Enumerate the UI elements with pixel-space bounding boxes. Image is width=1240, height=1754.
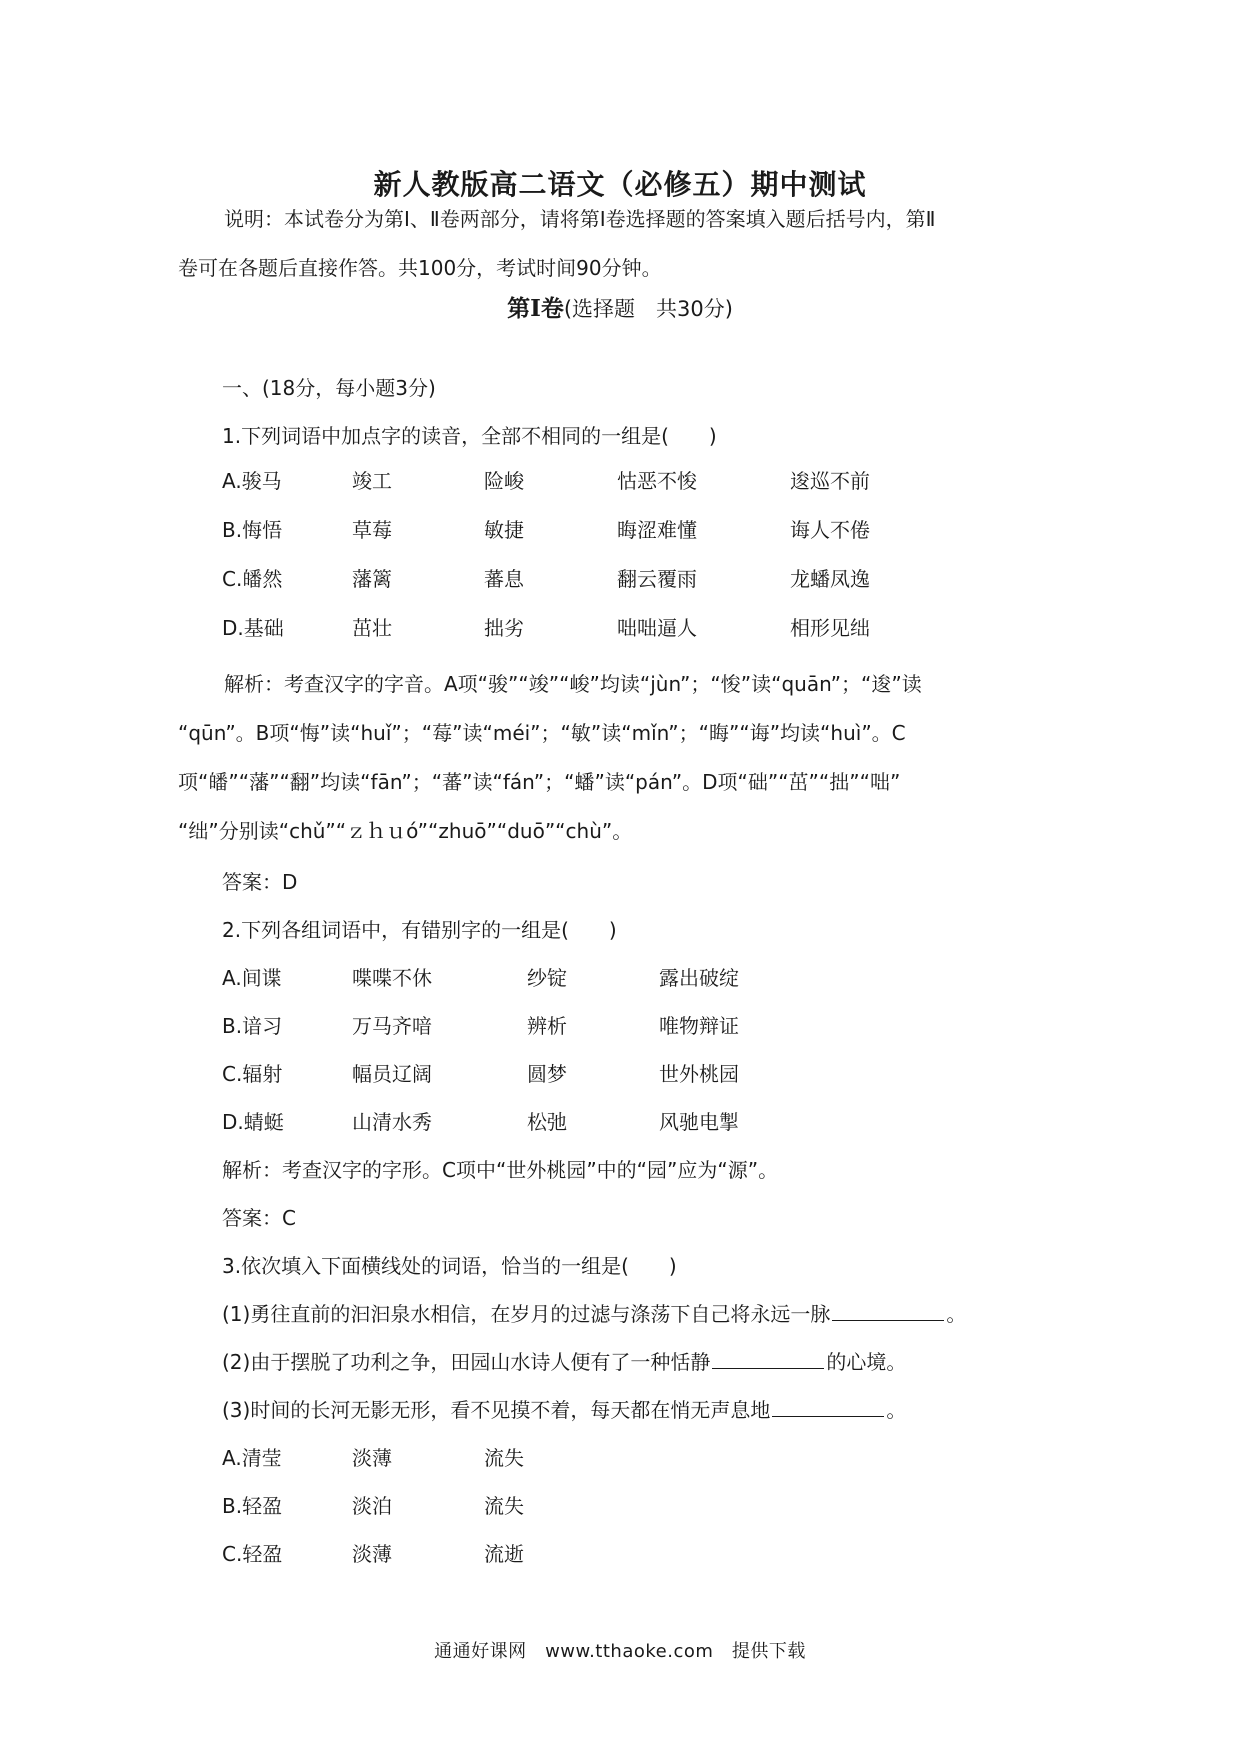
q1-b-word-5: 诲人不倦 (790, 518, 870, 542)
q3-s3-text: (3)时间的长河无影无形，看不见摸不着，每天都在悄无声息地 (222, 1398, 771, 1422)
q1-analysis-line-1: 解析：考查汉字的字音。A项“骏”“竣”“峻”均读“jùn”；“悛”读“quān”；“逡”读 (224, 672, 922, 696)
q3-s3-end: 。 (886, 1398, 907, 1422)
q2-d-word-1: D.蜻蜓 (222, 1110, 284, 1134)
q1-b-word-2: 草莓 (352, 518, 392, 542)
q3-s2-end: 的心境。 (826, 1350, 907, 1374)
q1-analysis-line-2: “qūn”。B项“悔”读“huǐ”；“莓”读“méi”；“敏”读“mǐn”；“晦”“诲”均读“huì”。C (178, 721, 906, 745)
q3-s2-blank[interactable] (712, 1348, 824, 1369)
instructions-line-2: 卷可在各题后直接作答。共100分，考试时间90分钟。 (178, 256, 662, 280)
question-1-stem: 1.下列词语中加点字的读音，全部不相同的一组是( ) (222, 424, 717, 448)
q3-s1-end: 。 (946, 1302, 967, 1326)
q1-c-word-1: C.皤然 (222, 567, 283, 591)
q2-a-word-2: 喋喋不休 (352, 966, 432, 990)
q3-a-word-2: 淡薄 (352, 1446, 392, 1470)
instructions (178, 195, 1068, 293)
q1-d-word-4: 咄咄逼人 (617, 616, 697, 640)
q1-d-word-1: D.基础 (222, 616, 284, 640)
section-heading (0, 290, 1240, 323)
q2-c-word-2: 幅员辽阔 (352, 1062, 432, 1086)
q2-c-word-4: 世外桃园 (659, 1062, 739, 1086)
section-title: 第Ⅰ卷 (507, 295, 564, 322)
q2-a-word-3: 纱锭 (527, 966, 567, 990)
q1-c-word-3: 蕃息 (484, 567, 524, 591)
q1-b-word-3: 敏捷 (484, 518, 524, 542)
q3-s1-blank[interactable] (832, 1300, 944, 1321)
q3-s2-text: (2)由于摆脱了功利之争，田园山水诗人便有了一种恬静 (222, 1350, 711, 1374)
q2-d-word-2: 山清水秀 (352, 1110, 432, 1134)
q1-a-word-5: 逡巡不前 (790, 469, 870, 493)
q1-a-word-1: A.骏马 (222, 469, 282, 493)
q3-c-word-3: 流逝 (484, 1542, 524, 1566)
q3-sentence-3 (222, 1394, 906, 1423)
question-2-stem: 2.下列各组词语中，有错别字的一组是( ) (222, 918, 617, 942)
q1-analysis-line-3: 项“皤”“藩”“翻”均读“fān”；“蕃”读“fán”；“蟠”读“pán”。D项“础”“茁”“拙”“咄” (178, 770, 901, 794)
q3-b-word-3: 流失 (484, 1494, 524, 1518)
q2-analysis: 解析：考查汉字的字形。C项中“世外桃园”中的“园”应为“源”。 (222, 1158, 779, 1182)
q1-a-word-4: 怙恶不悛 (617, 469, 697, 493)
q3-b-word-2: 淡泊 (352, 1494, 392, 1518)
q2-a-word-1: A.间谍 (222, 966, 282, 990)
q3-a-word-1: A.清莹 (222, 1446, 282, 1470)
q3-s3-blank[interactable] (772, 1396, 884, 1417)
question-3-stem: 3.依次填入下面横线处的词语，恰当的一组是( ) (222, 1254, 677, 1278)
q3-sentence-2 (222, 1346, 906, 1375)
q1-analysis (178, 660, 1068, 856)
q1-b-word-4: 晦涩难懂 (617, 518, 697, 542)
q1-a-word-2: 竣工 (352, 469, 392, 493)
q2-answer: 答案：C (222, 1206, 296, 1230)
q2-d-word-4: 风驰电掣 (659, 1110, 739, 1134)
page-title: 新人教版高二语文（必修五）期中测试 (373, 168, 867, 201)
q2-a-word-4: 露出破绽 (659, 966, 739, 990)
q3-c-word-1: C.轻盈 (222, 1542, 283, 1566)
q3-s1-text: (1)勇往直前的汩汩泉水相信，在岁月的过滤与涤荡下自己将永远一脉 (222, 1302, 831, 1326)
q2-b-word-4: 唯物辩证 (659, 1014, 739, 1038)
q2-b-word-2: 万马齐喑 (352, 1014, 432, 1038)
q3-c-word-2: 淡薄 (352, 1542, 392, 1566)
q2-c-word-1: C.辐射 (222, 1062, 283, 1086)
q1-analysis-line-4: “绌”分别读“chǔ”“ｚｈｕó”“zhuō”“duō”“chù”。 (178, 819, 633, 843)
q2-c-word-3: 圆梦 (527, 1062, 567, 1086)
instructions-line-1: 说明：本试卷分为第Ⅰ、Ⅱ卷两部分，请将第Ⅰ卷选择题的答案填入题后括号内，第Ⅱ (224, 207, 936, 231)
q1-answer: 答案：D (222, 870, 298, 894)
q3-b-word-1: B.轻盈 (222, 1494, 283, 1518)
q1-d-word-2: 茁壮 (352, 616, 392, 640)
q1-c-word-5: 龙蟠凤逸 (790, 567, 870, 591)
q3-a-word-3: 流失 (484, 1446, 524, 1470)
q2-b-word-1: B.谙习 (222, 1014, 283, 1038)
q1-d-word-3: 拙劣 (484, 616, 524, 640)
q3-sentence-1 (222, 1298, 966, 1327)
footer-text: 通通好课网 www.tthaoke.com 提供下载 (434, 1641, 806, 1662)
q2-d-word-3: 松弛 (527, 1110, 567, 1134)
q1-d-word-5: 相形见绌 (790, 616, 870, 640)
section-note: (选择题 共30分) (563, 297, 733, 321)
q1-c-word-2: 藩篱 (352, 567, 392, 591)
q1-b-word-1: B.悔悟 (222, 518, 283, 542)
q1-c-word-4: 翻云覆雨 (617, 567, 697, 591)
q1-a-word-3: 险峻 (484, 469, 524, 493)
part-heading: 一、(18分，每小题3分) (222, 376, 436, 400)
q2-b-word-3: 辨析 (527, 1014, 567, 1038)
